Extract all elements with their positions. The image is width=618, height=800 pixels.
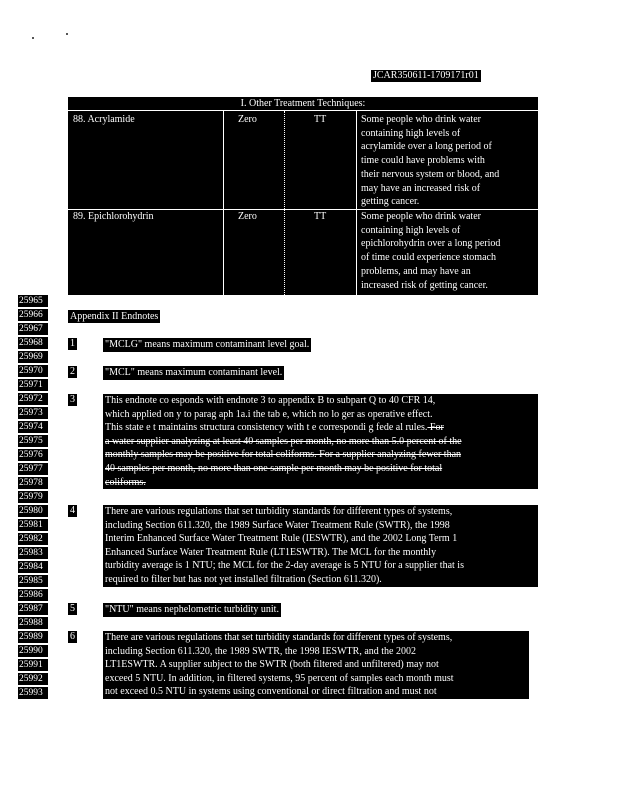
scan-speck xyxy=(32,37,34,39)
endnote-line: which applied on y to parag aph 1a.i the tab e, which no lo ger as operative effect. xyxy=(105,408,433,420)
endnote-line: Interim Enhanced Surface Water Treatment Rule (IESWTR), and the 2002 Long Term 1 xyxy=(105,533,458,545)
endnote-text xyxy=(103,394,538,489)
line-number: 25978 xyxy=(18,477,48,489)
endnote-line: coliforms. xyxy=(105,476,146,488)
table-title: I. Other Treatment Techniques: xyxy=(68,97,538,111)
endnote-number: 4 xyxy=(70,505,75,516)
mcl-value: TT xyxy=(314,114,327,125)
endnote-line: a water supplier analyzing at least 40 samples per month, no more than 5.0 percent of the xyxy=(105,435,462,447)
line-number: 25981 xyxy=(18,519,48,531)
effects-line: of time could experience stomach xyxy=(361,252,496,264)
line-number: 25972 xyxy=(18,393,48,405)
document-id: JCAR350611-1709171r01 xyxy=(373,70,479,81)
effects-line: Some people who drink water xyxy=(361,114,481,125)
line-number: 25967 xyxy=(18,323,48,335)
endnote-number: 3 xyxy=(70,394,75,405)
endnote-line: including Section 611.320, the 1989 SWTR, the 1998 IESWTR, and the 2002 xyxy=(105,645,416,657)
effects-line: time could have problems with xyxy=(361,155,485,167)
line-number: 25968 xyxy=(18,337,48,349)
line-number: 25976 xyxy=(18,449,48,461)
endnote-line xyxy=(105,421,536,435)
endnote-line-text: This state e t maintains structura consistency with t e correspondi g fede al rules. xyxy=(105,422,428,434)
column-divider xyxy=(284,111,285,295)
effects-line: epichlorohydrin over a long period xyxy=(361,238,501,250)
appendix-title: Appendix II Endnotes xyxy=(70,311,159,322)
line-number: 25986 xyxy=(18,589,48,601)
endnote-line: not exceed 0.5 NTU in systems using conventional or direct filtration and must not xyxy=(105,686,437,698)
line-number: 25990 xyxy=(18,645,48,657)
line-number: 25969 xyxy=(18,351,48,363)
endnote-line: There are various regulations that set turbidity standards for different types of systems, xyxy=(105,506,453,517)
endnote-number: 5 xyxy=(70,603,75,614)
contaminant-name: 89. Epichlorohydrin xyxy=(73,211,154,222)
line-number: 25980 xyxy=(18,505,48,517)
line-number: 25971 xyxy=(18,379,48,391)
line-number: 25989 xyxy=(18,631,48,643)
line-number: 25975 xyxy=(18,435,48,447)
mclg-value: Zero xyxy=(238,211,257,222)
endnote-line: turbidity average is 1 NTU; the MCL for the 2-day average is 5 NTU for a supplier that is xyxy=(105,560,464,572)
endnote-line: required to filter but has not yet installed filtration (Section 611.320). xyxy=(105,573,382,585)
endnote-line: "MCLG" means maximum contaminant level goal. xyxy=(105,339,310,350)
endnote-line: This endnote co esponds with endnote 3 to appendix B to subpart Q to 40 CFR 14, xyxy=(105,395,436,406)
endnote-number: 1 xyxy=(70,338,75,349)
line-number: 25979 xyxy=(18,491,48,503)
line-number: 25974 xyxy=(18,421,48,433)
line-number: 25965 xyxy=(18,295,48,307)
mcl-value: TT xyxy=(314,211,327,222)
health-effects xyxy=(361,113,536,209)
line-number: 25993 xyxy=(18,687,48,699)
effects-line: containing high levels of xyxy=(361,224,461,236)
contaminant-name: 88. Acrylamide xyxy=(73,114,135,125)
line-number: 25977 xyxy=(18,463,48,475)
endnote-text xyxy=(103,631,529,699)
line-number: 25988 xyxy=(18,617,48,629)
effects-line: getting cancer. xyxy=(361,196,420,208)
line-number: 25987 xyxy=(18,603,48,615)
line-number: 25985 xyxy=(18,575,48,587)
line-number: 25983 xyxy=(18,547,48,559)
effects-line: acrylamide over a long period of xyxy=(361,141,492,153)
line-number: 25984 xyxy=(18,561,48,573)
treatment-table xyxy=(68,97,538,295)
effects-line: containing high levels of xyxy=(361,127,461,139)
line-number: 25966 xyxy=(18,309,48,321)
scan-speck xyxy=(66,33,68,35)
endnote-line: There are various regulations that set turbidity standards for different types of systems, xyxy=(105,632,453,643)
endnote-text xyxy=(103,505,538,587)
endnote-number: 2 xyxy=(70,366,75,377)
line-number: 25991 xyxy=(18,659,48,671)
endnote-text xyxy=(103,366,284,380)
endnote-line: including Section 611.320, the 1989 Surface Water Treatment Rule (SWTR), the 1998 xyxy=(105,519,450,531)
line-number: 25992 xyxy=(18,673,48,685)
effects-line: problems, and may have an xyxy=(361,265,471,277)
endnote-number: 6 xyxy=(70,631,75,642)
endnote-line: "NTU" means nephelometric turbidity unit. xyxy=(105,604,279,615)
line-number: 25973 xyxy=(18,407,48,419)
endnote-line: Enhanced Surface Water Treatment Rule (LT1ESWTR). The MCL for the monthly xyxy=(105,546,437,558)
endnote-line: 40 samples per month, no more than one sample per month may be positive for total xyxy=(105,462,443,474)
effects-line: their nervous system or blood, and xyxy=(361,168,500,180)
endnote-line: monthly samples may be positive for total coliforms. For a supplier analyzing fewer than xyxy=(105,449,462,461)
line-number: 25970 xyxy=(18,365,48,377)
effects-line: may have an increased risk of xyxy=(361,182,481,194)
endnote-line: "MCL" means maximum contaminant level. xyxy=(105,367,283,378)
mclg-value: Zero xyxy=(238,114,257,125)
struck-text: For xyxy=(427,422,444,434)
effects-line: Some people who drink water xyxy=(361,211,481,222)
endnote-line: LT1ESWTR. A supplier subject to the SWTR (both filtered and unfiltered) may not xyxy=(105,659,439,671)
endnote-text xyxy=(103,603,281,617)
line-number: 25982 xyxy=(18,533,48,545)
column-divider xyxy=(356,111,357,295)
effects-line: increased risk of getting cancer. xyxy=(361,279,488,291)
endnote-line: exceed 5 NTU. In addition, in filtered systems, 95 percent of samples each month must xyxy=(105,672,454,684)
column-divider xyxy=(223,111,224,295)
endnote-text xyxy=(103,338,311,352)
health-effects xyxy=(361,210,536,292)
